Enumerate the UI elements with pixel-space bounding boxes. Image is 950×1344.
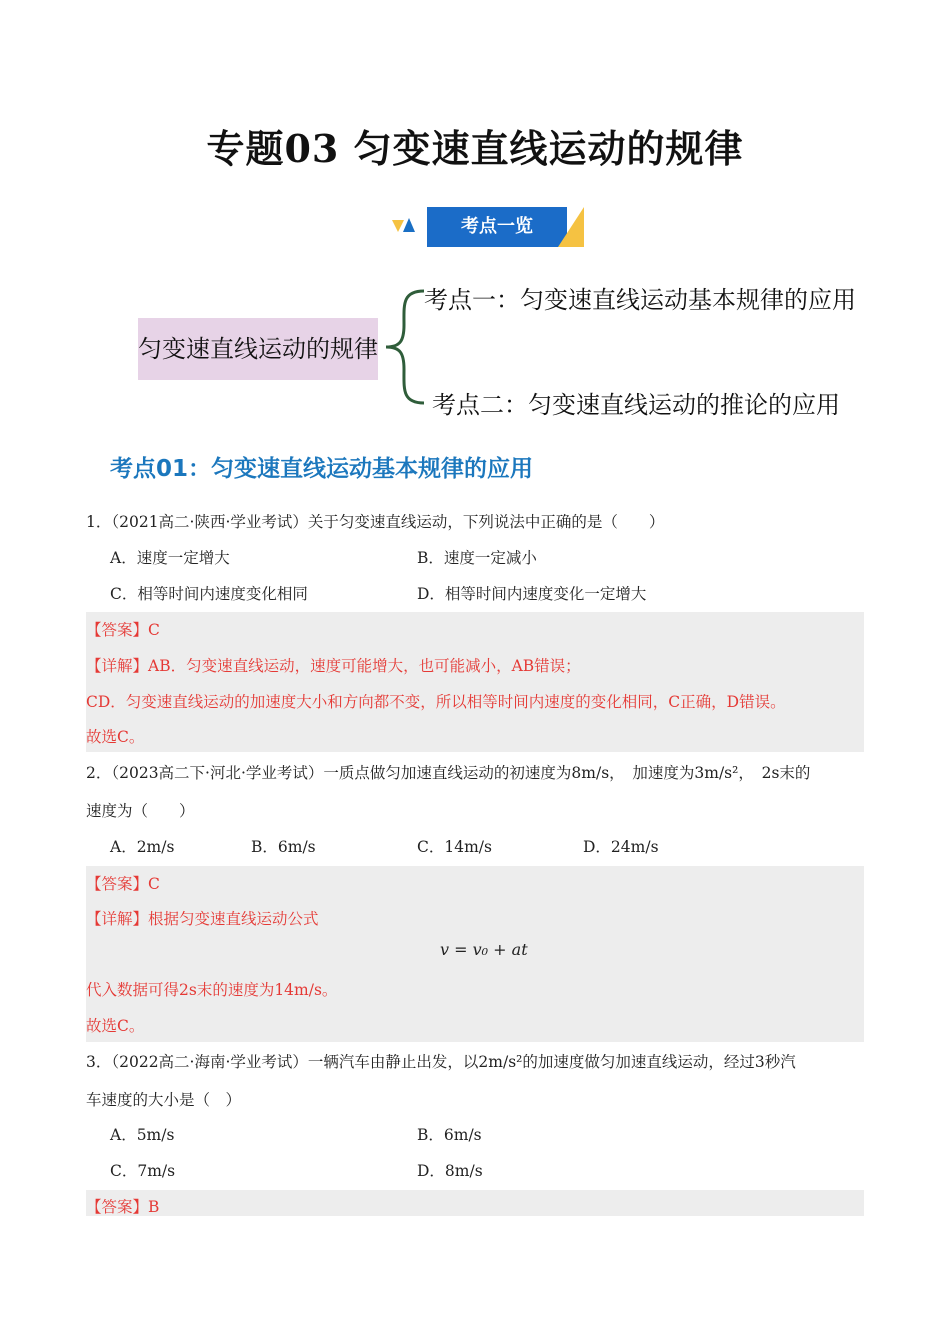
question-3-option-c: C．7m/s	[110, 1162, 176, 1180]
question-2-stem-line-2: 速度为（ ）	[86, 802, 195, 820]
question-3-option-b: B．6m/s	[417, 1126, 482, 1144]
mindmap-root: 匀变速直线运动的规律	[138, 318, 378, 380]
question-2-detail-3: 故选C。	[86, 1017, 145, 1035]
question-1-option-b: B．速度一定减小	[417, 549, 537, 567]
section-heading: 考点01：匀变速直线运动基本规律的应用	[110, 456, 534, 482]
page-title: 专题03 匀变速直线运动的规律	[206, 126, 744, 171]
banner-accent-triangle-icon	[558, 207, 584, 247]
question-2-answer: 【答案】C	[86, 875, 160, 893]
banner-blue-triangle-icon	[403, 218, 415, 232]
question-1-option-d: D．相等时间内速度变化一定增大	[417, 585, 647, 603]
question-1-detail-1: 【详解】AB．匀变速直线运动，速度可能增大，也可能减小，AB错误；	[86, 657, 581, 675]
question-2-formula: v = v₀ + at	[440, 940, 528, 959]
question-1-stem: 1．（2021高二·陕西·学业考试）关于匀变速直线运动，下列说法中正确的是（ ）	[86, 513, 665, 531]
question-1-option-a: A．速度一定增大	[110, 549, 230, 567]
question-2-option-a: A．2m/s	[110, 838, 175, 856]
question-2-detail-2: 代入数据可得2s末的速度为14m/s。	[86, 981, 338, 999]
question-3-option-d: D．8m/s	[417, 1162, 483, 1180]
question-3-stem-line-1: 3．（2022高二·海南·学业考试）一辆汽车由静止出发，以2m/s²的加速度做匀加速直线运动，经过3秒汽	[86, 1053, 796, 1071]
question-3-answer: 【答案】B	[86, 1198, 160, 1216]
question-3-stem-line-2: 车速度的大小是（ ）	[86, 1091, 242, 1109]
question-1-answer-panel	[86, 612, 864, 752]
question-1-option-c: C．相等时间内速度变化相同	[110, 585, 308, 603]
question-1-detail-3: 故选C。	[86, 728, 145, 746]
question-2-option-b: B．6m/s	[251, 838, 316, 856]
question-2-option-c: C．14m/s	[417, 838, 492, 856]
mindmap-branch-1: 考点一：匀变速直线运动基本规律的应用	[424, 286, 856, 314]
question-1-answer: 【答案】C	[86, 621, 160, 639]
mindmap-branch-2: 考点二：匀变速直线运动的推论的应用	[432, 391, 840, 419]
question-3-option-a: A．5m/s	[110, 1126, 175, 1144]
question-2-stem-line-1: 2．（2023高二下·河北·学业考试）一质点做匀加速直线运动的初速度为8m/s， 加速度为3m/s²， 2s末的	[86, 764, 811, 782]
question-2-detail-1: 【详解】根据匀变速直线运动公式	[86, 910, 319, 928]
section-banner: 考点一览	[427, 207, 567, 247]
question-2-option-d: D．24m/s	[583, 838, 659, 856]
question-3-answer-panel	[86, 1190, 864, 1216]
question-1-detail-2: CD．匀变速直线运动的加速度大小和方向都不变，所以相等时间内速度的变化相同，C正确，D错误。	[86, 693, 786, 711]
curly-brace-icon	[380, 285, 430, 410]
